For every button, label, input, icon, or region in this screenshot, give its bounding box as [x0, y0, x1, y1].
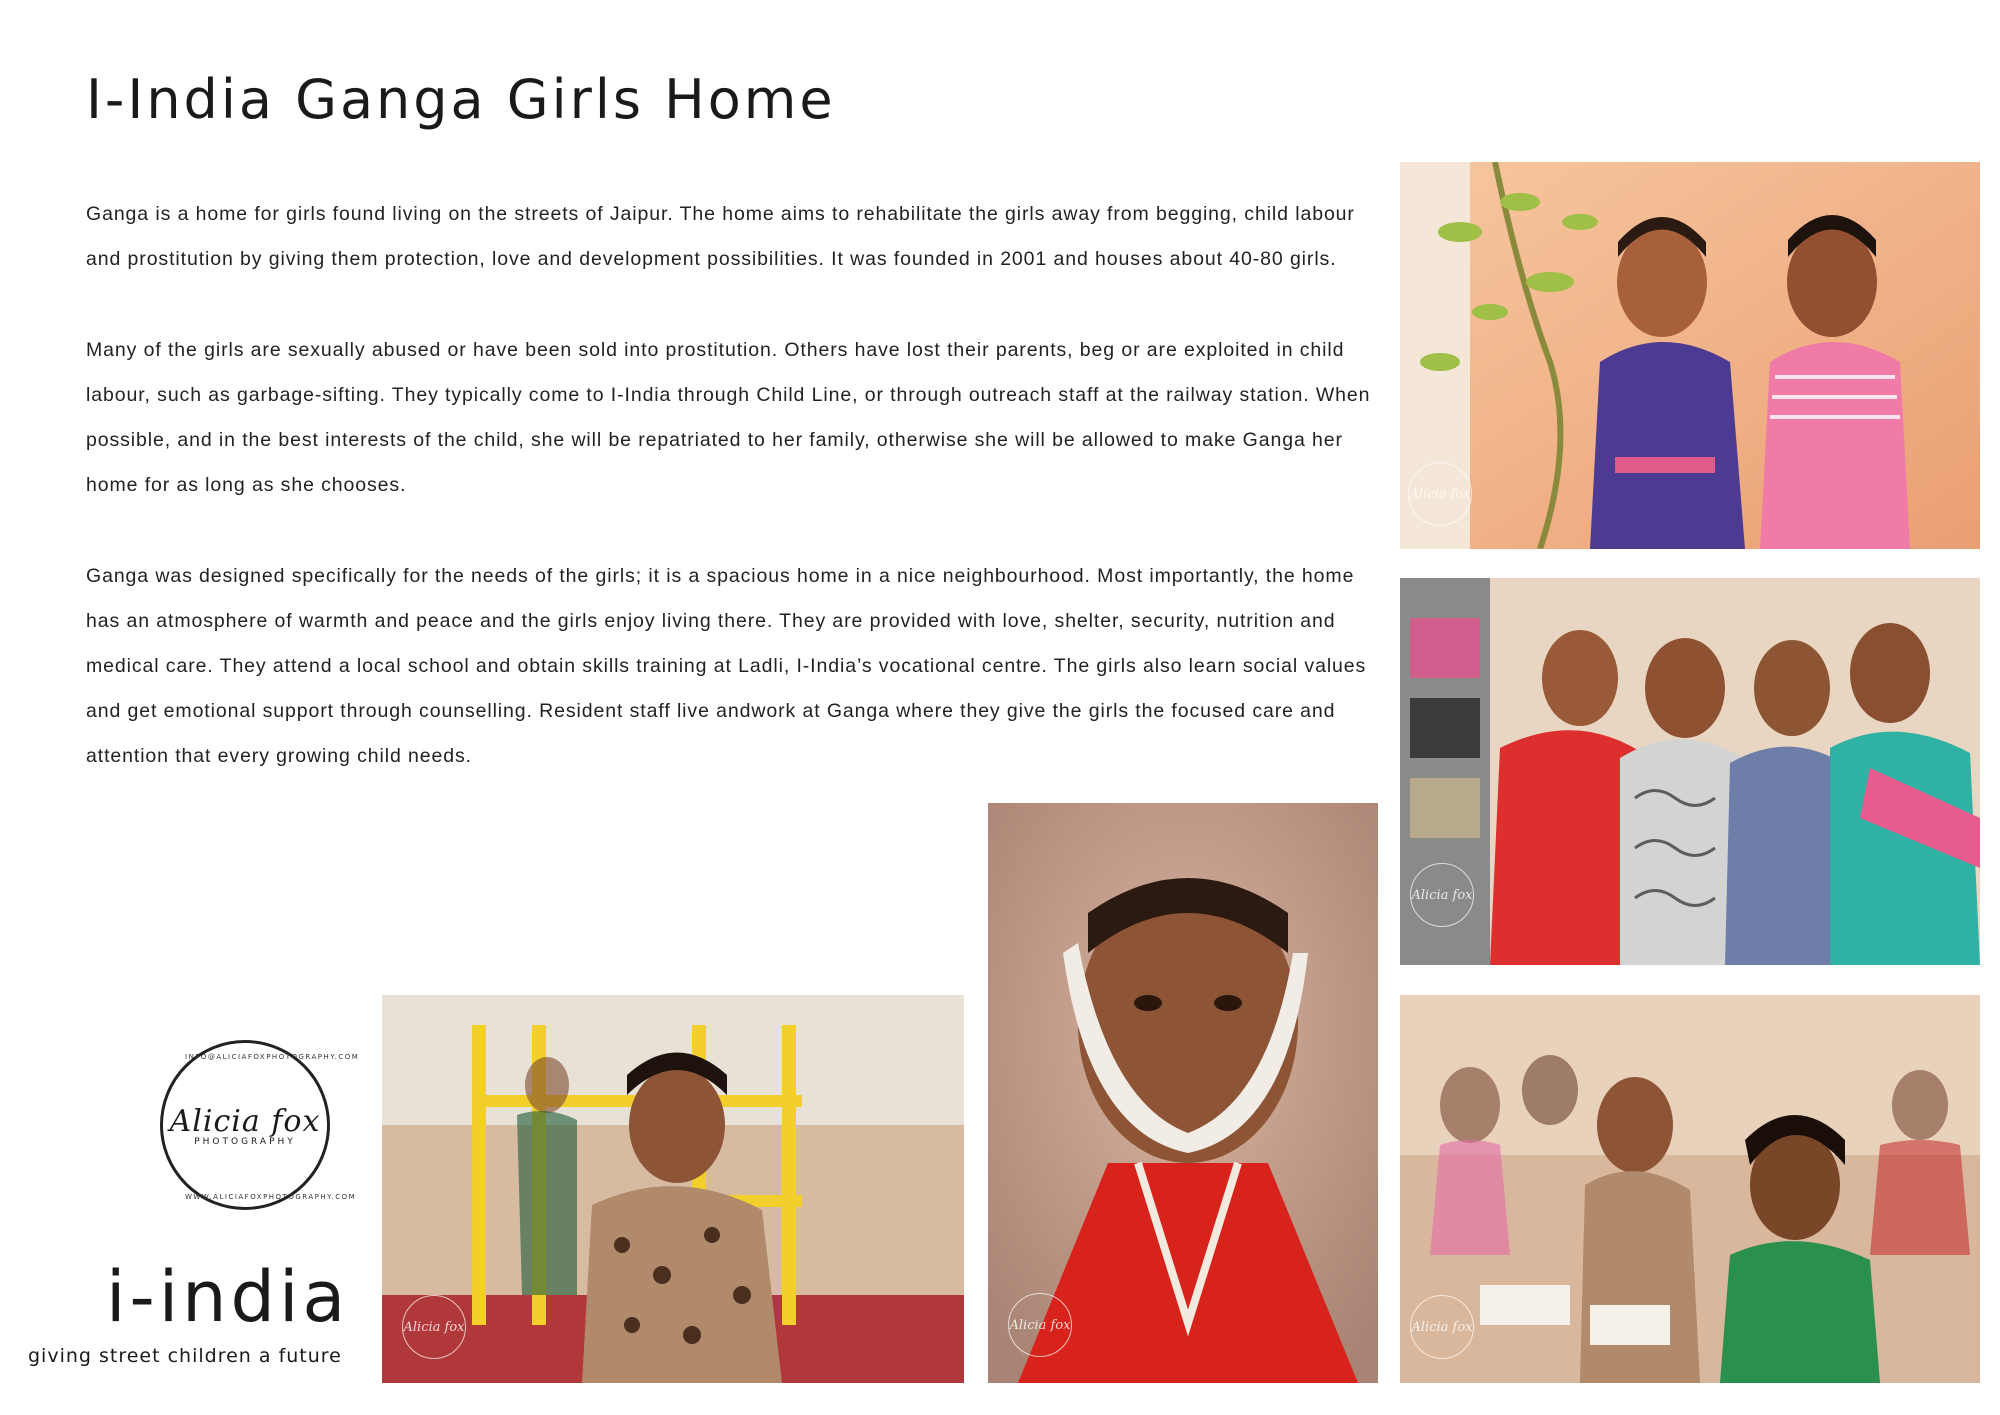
- photographer-logo-ring-bottom: WWW.ALICIAFOXPHOTOGRAPHY.COM: [185, 1193, 357, 1201]
- watermark-photo-bandaged-child: Alicia fox: [1008, 1293, 1072, 1357]
- watermark-photo-group-hug: Alicia fox: [1410, 863, 1474, 927]
- paragraph-home: Ganga was designed specifically for the needs of the girls; it is a spacious home in a nice neighbourhood. Most importantly, the home has an atmosphere of warmth and peace and the girls enjoy living there. They are provided with love, shelter, security, nutrition and medical care. They attend a local school and obtain skills training at Ladli, I-India’s vocational centre. The girls also learn social values and get emotional support through counselling. Resident staff live andwork at Ganga where they give the girls the focused care and attention that every growing child needs.: [86, 565, 1367, 767]
- watermark-photo-two-girls: Alicia fox: [1408, 462, 1472, 526]
- photo-bandaged-child: [988, 803, 1378, 1383]
- photo-classroom: [1400, 995, 1980, 1383]
- brand-tagline: giving street children a future: [28, 1345, 342, 1367]
- photographer-logo-ring-top: INFO@ALICIAFOXPHOTOGRAPHY.COM: [185, 1053, 360, 1061]
- watermark-photo-girl-bunk-bed: Alicia fox: [402, 1295, 466, 1359]
- photo-group-hug: [1400, 578, 1980, 965]
- photographer-logo-name: Alicia fox: [166, 1104, 325, 1139]
- watermark-photo-classroom: Alicia fox: [1410, 1295, 1474, 1359]
- page-title: I-India Ganga Girls Home: [86, 68, 836, 131]
- photographer-logo-subtitle: PHOTOGRAPHY: [194, 1136, 296, 1147]
- brand-logo: i-india: [106, 1256, 350, 1338]
- paragraph-background: Many of the girls are sexually abused or have been sold into prostitution. Others have lost their parents, beg or are exploited in child labour, such as garbage-sifting. They typically come to I-India through Child Line, or through outreach staff at the railway station. When possible, and in the best interests of the child, she will be repatriated to her family, otherwise she will be allowed to make Ganga her home for as long as she chooses.: [86, 339, 1371, 496]
- photo-two-girls: [1400, 162, 1980, 549]
- paragraph-intro: Ganga is a home for girls found living on the streets of Jaipur. The home aims to rehabilitate the girls away from begging, child labour and prostitution by giving them protection, love and development possibilities. It was founded in 2001 and houses about 40-80 girls.: [86, 203, 1355, 270]
- photographer-logo: [160, 1040, 360, 1210]
- photo-girl-bunk-bed: [382, 995, 964, 1383]
- body-text: [86, 192, 1376, 825]
